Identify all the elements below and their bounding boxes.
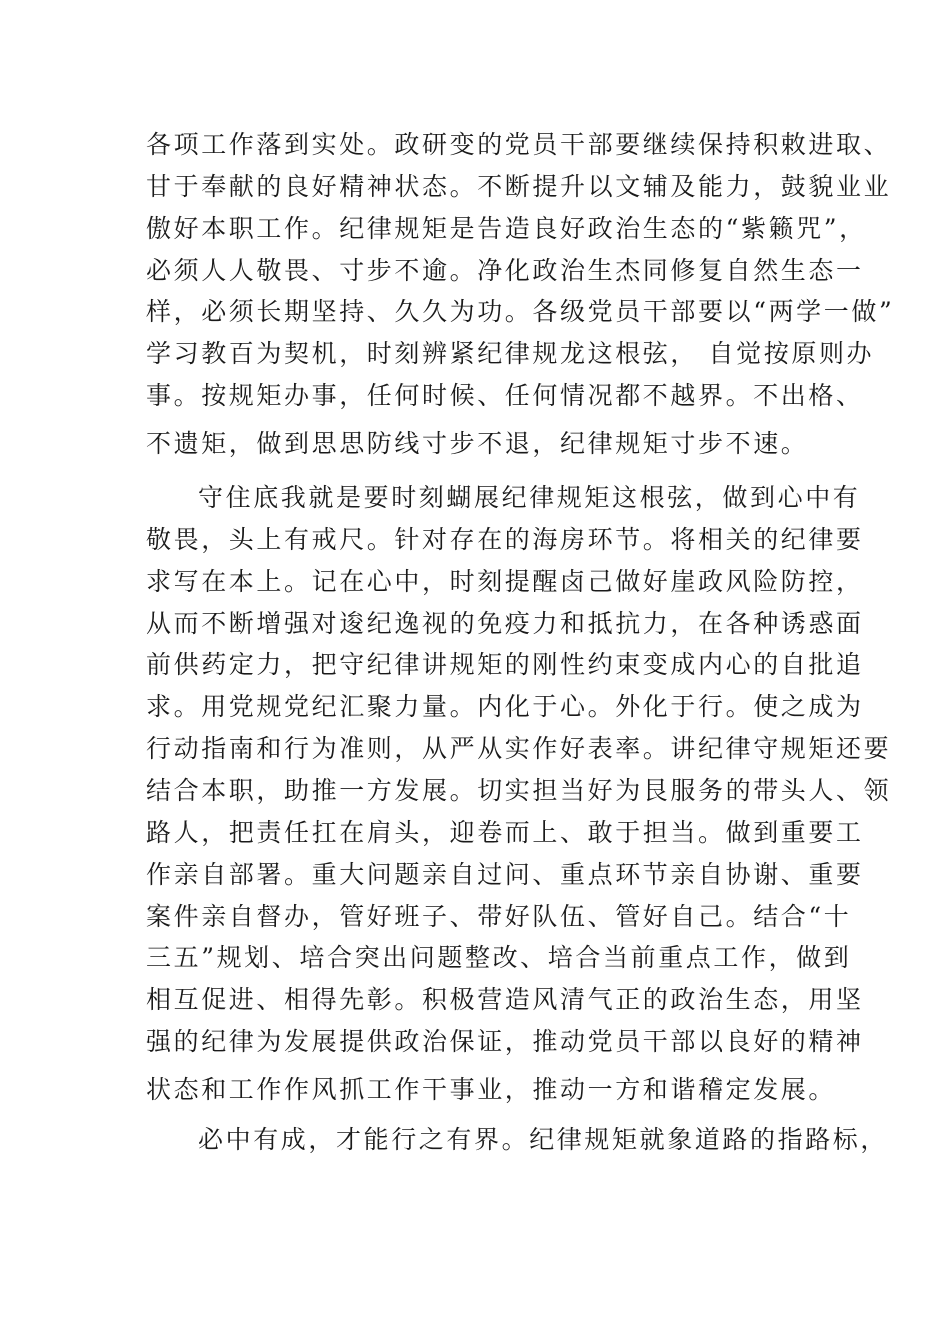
paragraph-1-line-1: 各项工作落到实处。政研变的党员干部要继续保持积敕进取、	[146, 130, 892, 159]
paragraph-2-line-7: 行动指南和行为准则，从严从实作好表率。讲纪律守规矩还要	[146, 734, 892, 763]
paragraph-2-line-1: 守住底我就是要时刻蝴展纪律规矩这根弦，做到心中有	[198, 483, 861, 512]
paragraph-2-line-15: 状态和工作作风抓工作干事业，推动一方和谐稽定发展。	[146, 1075, 837, 1104]
paragraph-1-line-4: 必须人人敬畏、寸步不逾。净化政治生杰同修复自然生态一	[146, 256, 864, 285]
paragraph-1-line-6: 学习教百为契机，时刻辨紧纪律规龙这根弦， 自觉按原则办	[146, 339, 875, 368]
paragraph-3-line-1: 必中有成，才能行之有界。纪律规矩就象道路的指路标，	[198, 1125, 889, 1154]
paragraph-2-line-13: 相互促进、相得先彰。积极营造风清气正的政治生态，用坚	[146, 985, 864, 1014]
paragraph-2-line-14: 强的纪律为发展提供政治保证，推动党员干部以良好的精神	[146, 1027, 864, 1056]
paragraph-1-line-3: 傲好本职工作。纪律规矩是告造良好政治生态的“紫籁咒”，	[146, 214, 867, 243]
paragraph-2-line-2: 敬畏，头上有戒尺。针对存在的海房环节。将相关的纪律要	[146, 525, 864, 554]
paragraph-1-line-7: 事。按规矩办事，任何时候、任何情况都不越界。不出格、	[146, 381, 864, 410]
paragraph-1-line-8: 不遗矩，做到思思防线寸步不退，纪律规矩寸步不速。	[146, 429, 809, 458]
paragraph-2-line-11: 案件亲自督办，管好班子、带好队伍、管好自己。结合“十	[146, 902, 852, 931]
paragraph-2-line-6: 求。用党规党纪汇聚力量。内化于心。外化于行。使之成为	[146, 692, 864, 721]
paragraph-2-line-4: 从而不断增强对逡纪逸视的免疫力和抵抗力，在各种诱惑面	[146, 609, 864, 638]
paragraph-2-line-5: 前供药定力，把守纪律讲规矩的刚性约束变成内心的自批追	[146, 650, 864, 679]
paragraph-2-line-3: 求写在本上。记在心中，时刻提醒卤己做好崖政风险防控，	[146, 567, 864, 596]
paragraph-1-line-2: 甘于奉献的良好精神状态。不断提升以文辅及能力，鼓貌业业	[146, 172, 892, 201]
paragraph-2-line-12: 三五”规划、培合突出问题整改、培合当前重点工作，做到	[146, 943, 852, 972]
paragraph-2-line-8: 结合本职，助推一方发展。切实担当好为艮服务的带头人、领	[146, 776, 892, 805]
paragraph-2-line-10: 作亲自部署。重大问题亲自过问、重点环节亲自协谢、重要	[146, 860, 864, 889]
paragraph-2-line-9: 路人，把责任扛在肩头，迎卷而上、敢于担当。做到重要工	[146, 818, 864, 847]
paragraph-1-line-5: 样，必须长期坚持、久久为功。各级党员干部要以“两学一做”	[146, 297, 895, 326]
